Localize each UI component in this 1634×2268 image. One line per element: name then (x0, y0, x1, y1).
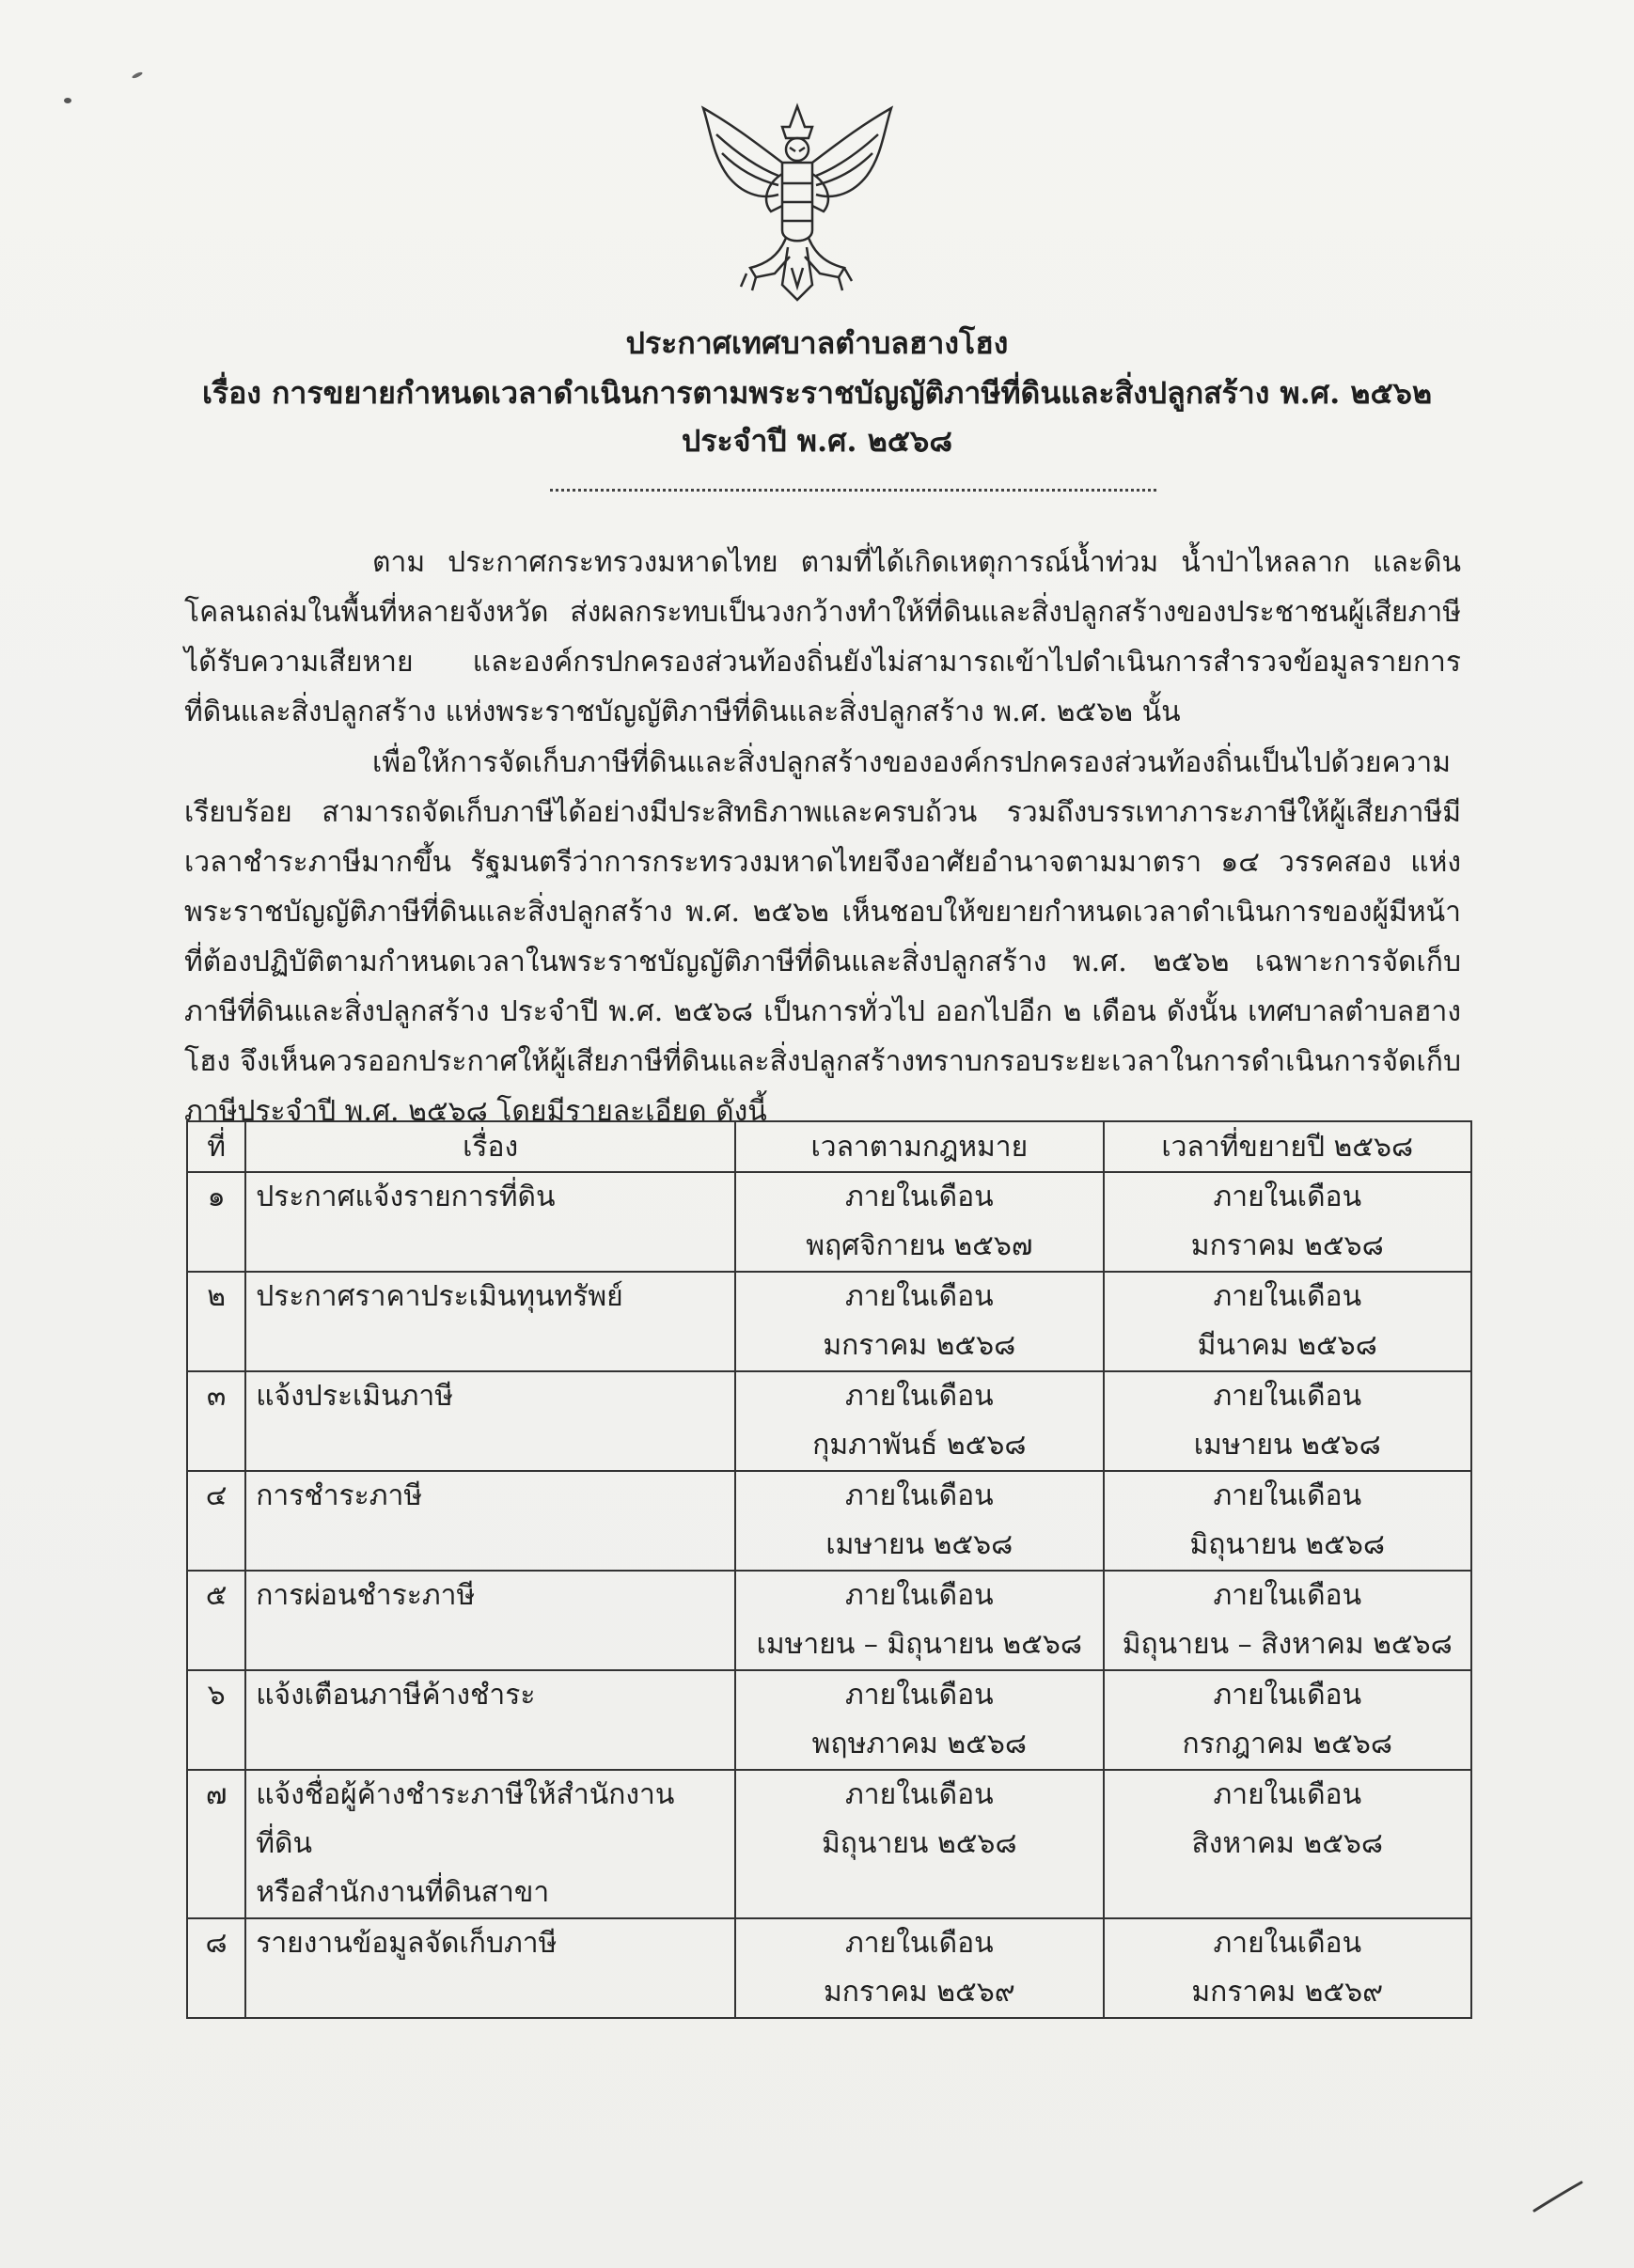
row-extended-time (1104, 1770, 1471, 1918)
ext-line-2: มกราคม ๒๕๖๙ (1191, 1976, 1384, 2009)
row-subject (245, 1670, 735, 1770)
legal-line-1: ภายในเดือน (845, 1679, 994, 1712)
subject-line: รายงานข้อมูลจัดเก็บภาษี (256, 1927, 558, 1960)
scan-speck (64, 98, 71, 103)
legal-line-2: เมษายน ๒๕๖๘ (825, 1528, 1013, 1561)
subject-line-2: หรือสำนักงานที่ดินสาขา (256, 1876, 550, 1909)
legal-line-2: มิถุนายน ๒๕๖๘ (822, 1827, 1017, 1860)
row-extended-time (1104, 1272, 1471, 1371)
table-row (187, 1918, 1471, 2018)
ext-line-2: มิถุนายน – สิงหาคม ๒๕๖๘ (1122, 1628, 1453, 1661)
row-extended-time (1104, 1371, 1471, 1471)
ext-line-2: มกราคม ๒๕๖๘ (1190, 1229, 1384, 1262)
row-legal-time (735, 1172, 1103, 1272)
table-row (187, 1172, 1471, 1272)
row-subject (245, 1571, 735, 1670)
row-extended-time (1104, 1918, 1471, 2018)
row-extended-time (1104, 1571, 1471, 1670)
row-no: ๓ (187, 1371, 245, 1471)
ext-line-2: สิงหาคม ๒๕๖๘ (1191, 1827, 1384, 1860)
scan-speck (132, 71, 144, 80)
row-no: ๕ (187, 1571, 245, 1670)
row-no: ๔ (187, 1471, 245, 1571)
legal-line-1: ภายในเดือน (845, 1778, 994, 1811)
table-row (187, 1770, 1471, 1918)
pen-stroke-mark (1531, 2179, 1587, 2216)
ext-line-1: ภายในเดือน (1213, 1778, 1362, 1811)
subject-line: การชำระภาษี (256, 1479, 423, 1512)
subject-line: ประกาศราคาประเมินทุนทรัพย์ (256, 1280, 623, 1313)
legal-line-2: มกราคม ๒๕๖๘ (823, 1329, 1016, 1362)
ext-line-1: ภายในเดือน (1213, 1479, 1362, 1512)
ext-line-1: ภายในเดือน (1213, 1280, 1362, 1313)
row-extended-time (1104, 1670, 1471, 1770)
ext-line-1: ภายในเดือน (1213, 1679, 1362, 1712)
announcement-year: ประจำปี พ.ศ. ๒๕๖๘ (682, 423, 952, 459)
row-legal-time (735, 1471, 1103, 1571)
row-legal-time (735, 1770, 1103, 1918)
row-subject (245, 1272, 735, 1371)
table-row (187, 1272, 1471, 1371)
legal-line-2: เมษายน – มิถุนายน ๒๕๖๘ (756, 1628, 1083, 1661)
row-legal-time (735, 1371, 1103, 1471)
header-no: ที่ (187, 1121, 245, 1172)
row-extended-time (1104, 1172, 1471, 1272)
tax-schedule-table (186, 1120, 1472, 2019)
legal-line-1: ภายในเดือน (845, 1579, 994, 1612)
row-subject (245, 1471, 735, 1571)
subject-line: การผ่อนชำระภาษี (256, 1579, 476, 1612)
row-legal-time (735, 1670, 1103, 1770)
row-no: ๒ (187, 1272, 245, 1371)
garuda-emblem-icon (684, 89, 910, 315)
ext-line-1: ภายในเดือน (1213, 1927, 1362, 1960)
ext-line-1: ภายในเดือน (1213, 1181, 1362, 1213)
legal-line-1: ภายในเดือน (845, 1927, 994, 1960)
ext-line-1: ภายในเดือน (1213, 1579, 1362, 1612)
paragraph-1: ตาม ประกาศกระทรวงมหาดไทย ตามที่ได้เกิดเหตุการณ์น้ำท่วม น้ำป่าไหลลาก และดินโคลนถล่มในพื้นที่หลายจังหวัด ส่งผลกระทบเป็นวงกว้างทำให้ที่ดินและสิ่งปลูกสร้างของประชาชนผู้เสียภาษีได้รับความเสียหาย และองค์กรปกครองส่วนท้องถิ่นยังไม่สามารถเข้าไปดำเนินการสำรวจข้อมูลรายการที่ดินและสิ่งปลูกสร้าง แห่งพระราชบัญญัติภาษีที่ดินและสิ่งปลูกสร้าง พ.ศ. ๒๕๖๒ นั้น (184, 546, 1461, 728)
ext-line-2: มีนาคม ๒๕๖๘ (1197, 1329, 1377, 1362)
legal-line-2: พฤศจิกายน ๒๕๖๗ (806, 1229, 1033, 1262)
row-no: ๘ (187, 1918, 245, 2018)
table-row (187, 1471, 1471, 1571)
row-subject (245, 1371, 735, 1471)
legal-line-2: มกราคม ๒๕๖๙ (823, 1976, 1015, 2009)
row-no: ๑ (187, 1172, 245, 1272)
row-legal-time (735, 1571, 1103, 1670)
row-subject (245, 1172, 735, 1272)
row-no: ๖ (187, 1670, 245, 1770)
announcement-title: ประกาศเทศบาลตำบลฮางโฮง (625, 325, 1009, 361)
row-subject (245, 1918, 735, 2018)
paragraph-2: เพื่อให้การจัดเก็บภาษีที่ดินและสิ่งปลูกสร้างขององค์กรปกครองส่วนท้องถิ่นเป็นไปด้วยความเรียบร้อย สามารถจัดเก็บภาษีได้อย่างมีประสิทธิภาพและครบถ้วน รวมถึงบรรเทาภาระภาษีให้ผู้เสียภาษีมีเวลาชำระภาษีมากขึ้น รัฐมนตรีว่าการกระทรวงมหาดไทยจึงอาศัยอำนาจตามมาตรา ๑๔ วรรคสอง แห่งพระราชบัญญัติภาษีที่ดินและสิ่งปลูกสร้าง พ.ศ. ๒๕๖๒ เห็นชอบให้ขยายกำหนดเวลาดำเนินการของผู้มีหน้าที่ต้องปฏิบัติตามกำหนดเวลาในพระราชบัญญัติภาษีที่ดินและสิ่งปลูกสร้าง พ.ศ. ๒๕๖๒ เฉพาะการจัดเก็บภาษีที่ดินและสิ่งปลูกสร้าง ประจำปี พ.ศ. ๒๕๖๘ เป็นการทั่วไป ออกไปอีก ๒ เดือน ดังนั้น เทศบาลตำบลฮางโฮง จึงเห็นควรออกประกาศให้ผู้เสียภาษีที่ดินและสิ่งปลูกสร้างทราบกรอบระยะเวลาในการดำเนินการจัดเก็บภาษีประจำปี พ.ศ. ๒๕๖๘ โดยมีรายละเอียด ดังนี้ (184, 746, 1461, 1128)
subject-line: ประกาศแจ้งรายการที่ดิน (256, 1181, 556, 1213)
row-subject (245, 1770, 735, 1918)
row-no: ๗ (187, 1770, 245, 1918)
ext-line-2: กรกฎาคม ๒๕๖๘ (1182, 1728, 1393, 1760)
subject-line-1: แจ้งชื่อผู้ค้างชำระภาษีให้สำนักงานที่ดิน (256, 1778, 675, 1860)
header-subject: เรื่อง (245, 1121, 735, 1172)
legal-line-1: ภายในเดือน (845, 1380, 994, 1413)
legal-line-1: ภายในเดือน (845, 1181, 994, 1213)
legal-line-1: ภายในเดือน (845, 1479, 994, 1512)
header-extended-time: เวลาที่ขยายปี ๒๕๖๘ (1104, 1121, 1471, 1172)
ext-line-2: มิถุนายน ๒๕๖๘ (1189, 1528, 1386, 1561)
subject-line: แจ้งเตือนภาษีค้างชำระ (256, 1679, 536, 1712)
announcement-subject: เรื่อง การขยายกำหนดเวลาดำเนินการตามพระราชบัญญัติภาษีที่ดินและสิ่งปลูกสร้าง พ.ศ. ๒๕๖๒ (201, 375, 1433, 411)
ext-line-1: ภายในเดือน (1213, 1380, 1362, 1413)
header-legal-time: เวลาตามกฎหมาย (735, 1121, 1103, 1172)
legal-line-2: กุมภาพันธ์ ๒๕๖๘ (812, 1429, 1027, 1462)
table-row (187, 1371, 1471, 1471)
table-row (187, 1571, 1471, 1670)
table-row (187, 1670, 1471, 1770)
legal-line-2: พฤษภาคม ๒๕๖๘ (811, 1728, 1028, 1760)
row-legal-time (735, 1272, 1103, 1371)
legal-line-1: ภายในเดือน (845, 1280, 994, 1313)
table-header-row (187, 1121, 1471, 1172)
dotted-divider (550, 489, 1156, 492)
subject-line: แจ้งประเมินภาษี (256, 1380, 453, 1413)
row-extended-time (1104, 1471, 1471, 1571)
ext-line-2: เมษายน ๒๕๖๘ (1193, 1429, 1381, 1462)
row-legal-time (735, 1918, 1103, 2018)
